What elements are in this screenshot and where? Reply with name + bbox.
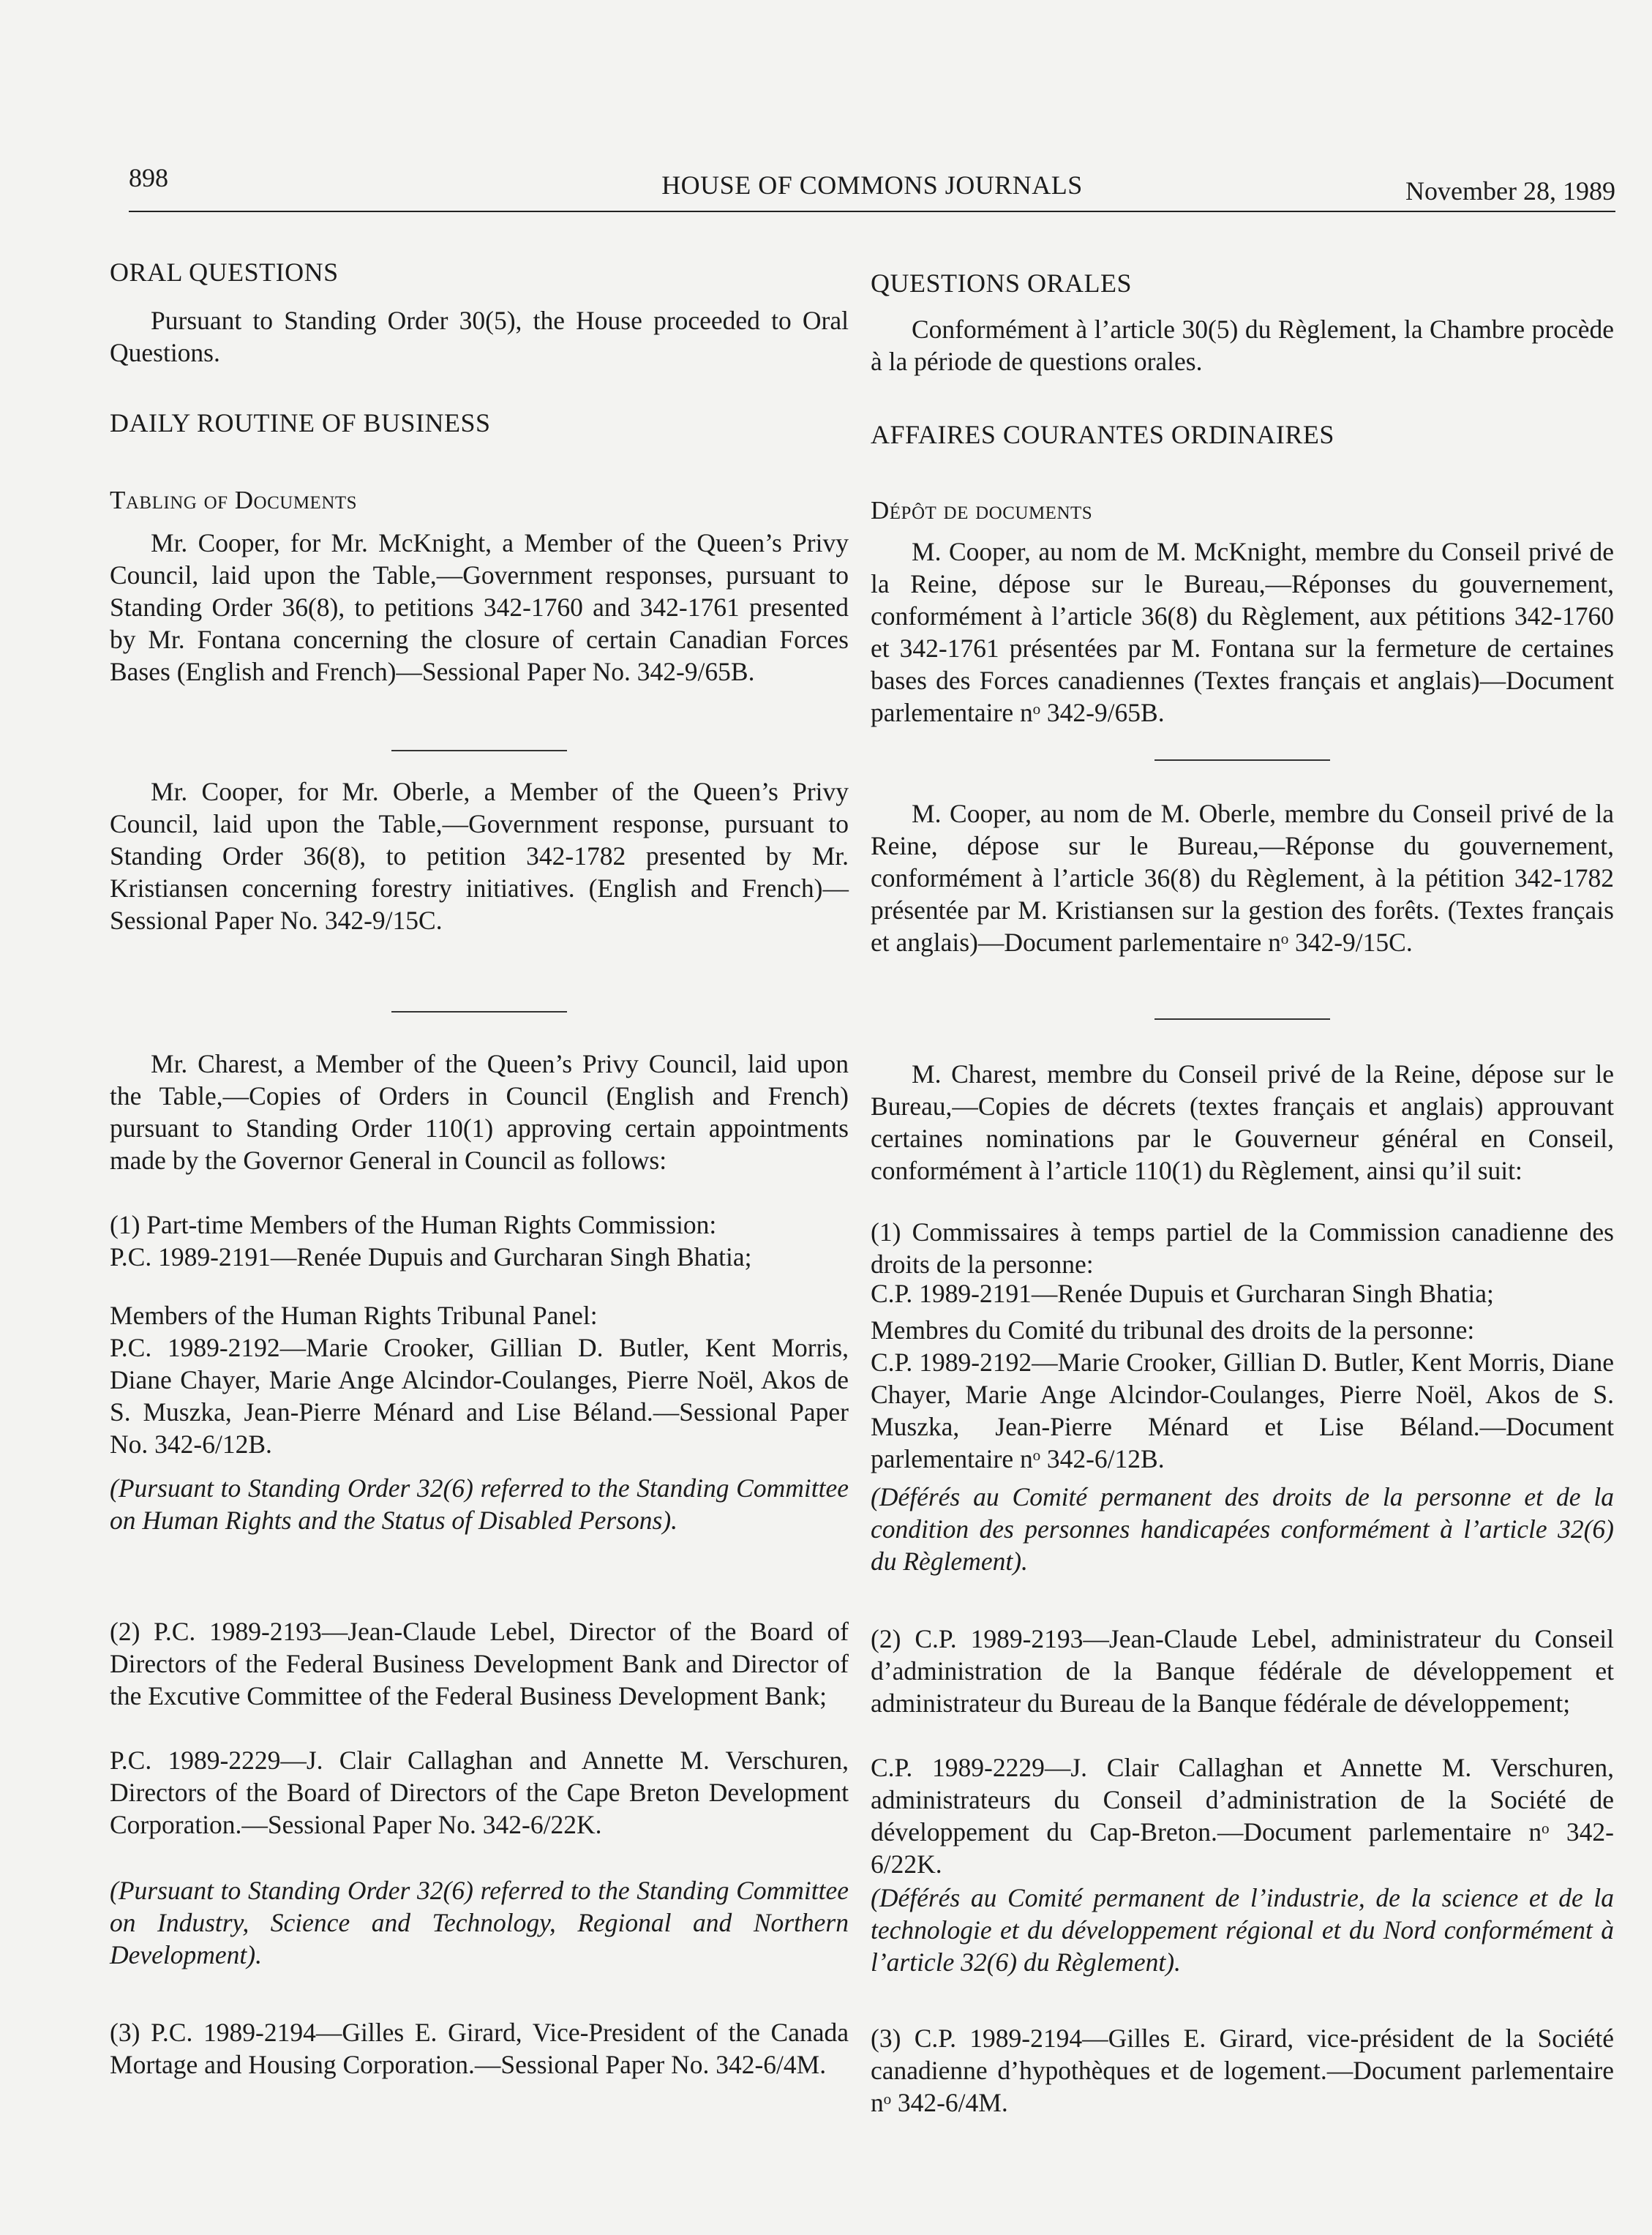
separator-fr-2 [1154, 1018, 1330, 1020]
referral-fr-1: (Déférés au Comité permanent des droits de la personne et de la condition des personnes handicapées conformément à l’article 32(6) du Règlement). [871, 1482, 1614, 1576]
page-date: November 28, 1989 [1405, 176, 1615, 206]
journal-title: HOUSE OF COMMONS JOURNALS [661, 170, 1083, 200]
oral-questions-heading: ORAL QUESTIONS [110, 258, 339, 287]
daily-routine-heading: DAILY ROUTINE OF BUSINESS [110, 408, 491, 437]
questions-orales-text: Conformément à l’article 30(5) du Règlement, la Chambre procède à la période de questions orales. [871, 315, 1614, 376]
referral-fr-2: (Déférés au Comité permanent de l’industrie, de la science et de la technologie et du développement régional et du Nord conformément à l’article 32(6) du Règlement). [871, 1883, 1614, 1977]
item-2-text: (2) P.C. 1989-2193—Jean-Claude Lebel, Director of the Board of Directors of the Federal Business Development Bank and Director of the Excutive Committee of the Federal Business Development Bank; [110, 1617, 849, 1710]
tabling-heading: Tabling of Documents [110, 486, 358, 514]
separator-fr-1 [1154, 759, 1330, 761]
questions-orales-heading: QUESTIONS ORALES [871, 268, 1133, 298]
referral-1: (Pursuant to Standing Order 32(6) referred to the Standing Committee on Human Rights and the Status of Disabled Persons). [110, 1473, 849, 1535]
oral-questions-text: Pursuant to Standing Order 30(5), the House proceeded to Oral Questions. [110, 306, 849, 367]
tabling-paragraph-2: Mr. Cooper, for Mr. Oberle, a Member of the Queen’s Privy Council, laid upon the Table,—Government response, pursuant to Standing Order 36(8), to petition 342-1782 presented by Mr. Kristiansen concerning forestry initiatives. (English and French)—Sessional Paper No. 342-9/15C. [110, 777, 849, 935]
item-fr-2-text: (2) C.P. 1989-2193—Jean-Claude Lebel, administrateur du Conseil d’administration de la Banque fédérale de développement et administrateur du Bureau de la Banque fédérale de développement; [871, 1624, 1614, 1718]
depot-paragraph-3: M. Charest, membre du Conseil privé de la Reine, dépose sur le Bureau,—Copies de décrets (textes français et anglais) approuvant certaines nominations par le Gouverneur général en Conseil, conformément à l’article 110(1) du Règlement, ainsi qu’il suit: [871, 1059, 1614, 1185]
item-3-text: (3) P.C. 1989-2194—Gilles E. Girard, Vice-President of the Canada Mortage and Housing Corporation.—Sessional Paper No. 342-6/4M. [110, 2018, 849, 2079]
separator-1 [391, 750, 567, 751]
referral-2: (Pursuant to Standing Order 32(6) referred to the Standing Committee on Industry, Science and Technology, Regional and Northern Development). [110, 1876, 849, 1969]
separator-2 [391, 1011, 567, 1013]
tribunal-title: Members of the Human Rights Tribunal Panel: [110, 1301, 598, 1330]
tabling-paragraph-1: Mr. Cooper, for Mr. McKnight, a Member of the Queen’s Privy Council, laid upon the Table,—Government responses, pursuant to Standing Order 36(8), to petitions 342-1760 and 342-1761 presented by Mr. Fontana concerning the closure of certain Canadian Forces Bases (English and French)—Sessional Paper No. 342-9/65B. [110, 528, 849, 686]
item-1-title: (1) Part-time Members of the Human Rights Commission: [110, 1210, 717, 1239]
item-2b-text: P.C. 1989-2229—J. Clair Callaghan and Annette M. Verschuren, Directors of the Board of Directors of the Cape Breton Development Corporation.—Sessional Paper No. 342-6/22K. [110, 1746, 849, 1839]
item-fr-3-text: (3) C.P. 1989-2194—Gilles E. Girard, vice-président de la Société canadienne d’hypothèques et de logement.—Document parlementaire nᵒ 342-6/4M. [871, 2024, 1614, 2117]
page-number: 898 [129, 163, 168, 192]
affaires-courantes-heading: AFFAIRES COURANTES ORDINAIRES [871, 420, 1334, 449]
tribunal-fr-title: Membres du Comité du tribunal des droits de la personne: [871, 1315, 1475, 1345]
depot-paragraph-2: M. Cooper, au nom de M. Oberle, membre du Conseil privé de la Reine, dépose sur le Bureau,—Réponse du gouvernement, conformément à l’article 36(8) du Règlement, à la pétition 342-1782 présentée par M. Kristiansen sur la gestion des forêts. (Textes français et anglais)—Document parlementaire nᵒ 342-9/15C. [871, 799, 1614, 957]
item-fr-1-text: C.P. 1989-2191—Renée Dupuis et Gurcharan Singh Bhatia; [871, 1279, 1494, 1308]
page-header [129, 155, 1615, 214]
depot-heading: Dépôt de documents [871, 496, 1093, 525]
depot-paragraph-1: M. Cooper, au nom de M. McKnight, membre du Conseil privé de la Reine, dépose sur le Bureau,—Réponses du gouvernement, conformément à l’article 36(8) du Règlement, aux pétitions 342-1760 et 342-1761 présentées par M. Fontana sur la fermeture de certaines bases des Forces canadiennes (Textes français et anglais)—Document parlementaire nᵒ 342-9/65B. [871, 537, 1614, 727]
tabling-paragraph-3: Mr. Charest, a Member of the Queen’s Privy Council, laid upon the Table,—Copies of Orders in Council (English and French) pursuant to Standing Order 110(1) approving certain appointments made by the Governor General in Council as follows: [110, 1049, 849, 1175]
item-fr-1-title: (1) Commissaires à temps partiel de la Commission canadienne des droits de la personne: [871, 1217, 1614, 1279]
item-1-text: P.C. 1989-2191—Renée Dupuis and Gurcharan Singh Bhatia; [110, 1242, 752, 1271]
item-fr-2b-text: C.P. 1989-2229—J. Clair Callaghan et Annette M. Verschuren, administrateurs du Conseil d’administration de la Société de développement du Cap-Breton.—Document parlementaire nᵒ 342-6/22K. [871, 1753, 1614, 1879]
header-rule [129, 211, 1615, 212]
tribunal-text: P.C. 1989-2192—Marie Crooker, Gillian D. Butler, Kent Morris, Diane Chayer, Marie Ange Alcindor-Coulanges, Pierre Noël, Akos de S. Muszka, Jean-Pierre Ménard and Lise Béland.—Sessional Paper No. 342-6/12B. [110, 1333, 849, 1459]
tribunal-fr-text: C.P. 1989-2192—Marie Crooker, Gillian D. Butler, Kent Morris, Diane Chayer, Marie Ange Alcindor-Coulanges, Pierre Noël, Akos de S. Muszka, Jean-Pierre Ménard et Lise Béland.—Document parlementaire nᵒ 342-6/12B. [871, 1348, 1614, 1473]
